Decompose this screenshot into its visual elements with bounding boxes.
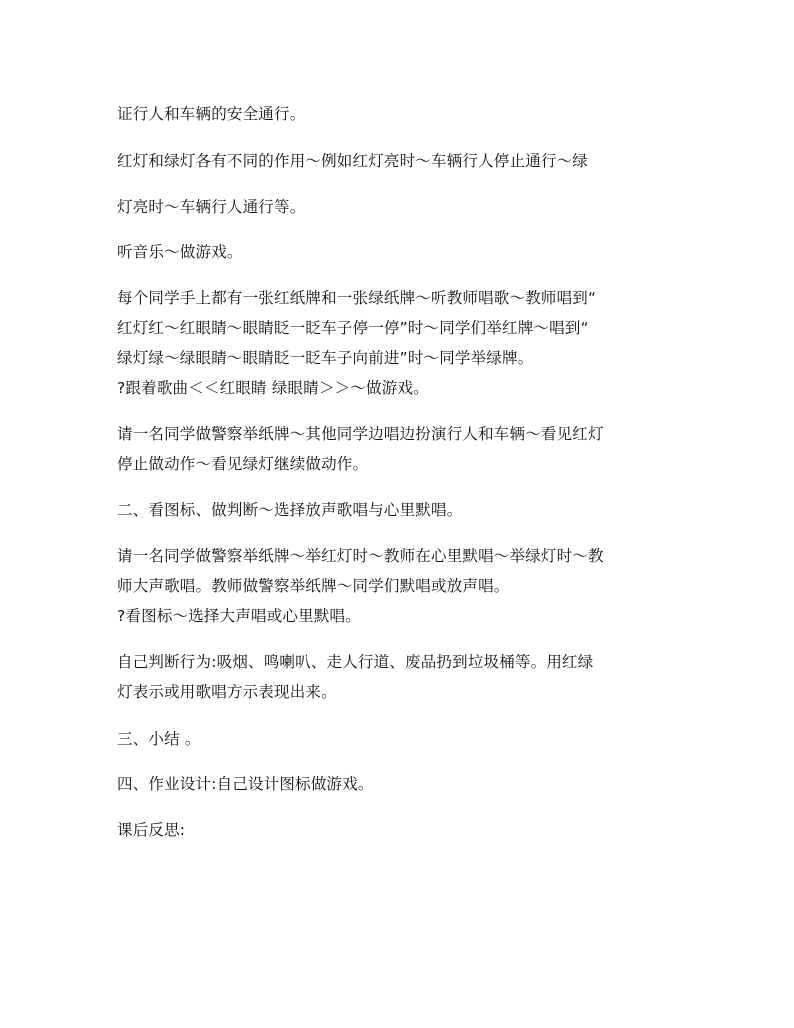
text-line: 灯表示或用歌唱方示表现出来。 xyxy=(117,683,337,701)
text-line: 红灯红～红眼睛～眼睛眨一眨车子停一停”时～同学们举红牌～唱到“ xyxy=(117,319,589,337)
text-line: 自己判断行为:吸烟、鸣喇叭、走人行道、废品扔到垃圾桶等。用红绿 xyxy=(117,653,594,671)
text-line: ?看图标～选择大声唱或心里默唱。 xyxy=(117,607,361,625)
text-line: 师大声歌唱。教师做警察举纸牌～同学们默唱或放声唱。 xyxy=(117,577,510,595)
section-heading: 四、作业设计:自己设计图标做游戏。 xyxy=(117,775,374,793)
text-line: 绿灯绿～绿眼睛～眼睛眨一眨车子向前进”时～同学举绿牌。 xyxy=(117,349,534,367)
text-line: 证行人和车辆的安全通行。 xyxy=(117,105,306,123)
text-line: 请一名同学做警察举纸牌～举红灯时～教师在心里默唱～举绿灯时～教 xyxy=(117,547,604,565)
text-line: 课后反思: xyxy=(117,821,186,839)
section-heading: 二、看图标、做判断～选择放声歌唱与心里默唱。 xyxy=(117,501,463,519)
text-line: 红灯和绿灯各有不同的作用～例如红灯亮时～车辆行人停止通行～绿 xyxy=(117,152,589,170)
section-heading: 三、小结 。 xyxy=(117,730,201,748)
text-line: 听音乐～做游戏。 xyxy=(117,243,243,261)
text-line: 停止做动作～看见绿灯继续做动作。 xyxy=(117,455,369,473)
text-line: 每个同学手上都有一张红纸牌和一张绿纸牌～听教师唱歌～教师唱到“ xyxy=(117,289,597,307)
text-line: 请一名同学做警察举纸牌～其他同学边唱边扮演行人和车辆～看见红灯 xyxy=(117,425,604,443)
text-line: ?跟着歌曲＜＜红眼睛 绿眼睛＞＞～做游戏。 xyxy=(117,379,429,397)
text-line: 灯亮时～车辆行人通行等。 xyxy=(117,198,306,216)
